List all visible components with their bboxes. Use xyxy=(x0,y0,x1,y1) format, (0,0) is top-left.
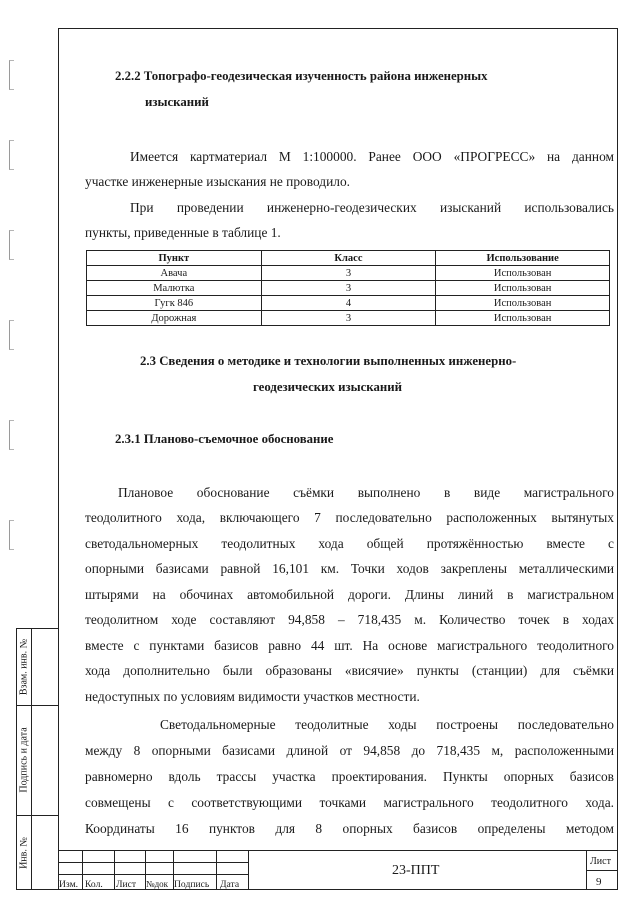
table-row xyxy=(87,266,610,281)
table-cell: Дорожная xyxy=(87,311,262,326)
paragraph-line: Светодальномерные теодолитные ходы построены последовательно xyxy=(160,717,614,732)
paragraph-line: штырями на обочинах автомобильной дороги. Длины линий в магистральном xyxy=(85,587,614,602)
binding-mark xyxy=(9,420,14,450)
side-label-inv-number: Инв. № xyxy=(18,837,30,869)
paragraph-line: Координаты 16 пунктов для 8 опорных базисов определены методом xyxy=(85,821,614,836)
binding-mark xyxy=(9,320,14,350)
table-row xyxy=(87,311,610,326)
section-231-heading: 2.3.1 Планово-съемочное обоснование xyxy=(115,432,334,446)
table-cell: Использован xyxy=(436,311,610,326)
paragraph-line: недоступных по условиям видимости участков местности. xyxy=(85,689,420,704)
table-header: Использование xyxy=(436,251,610,266)
side-label-replaced-inv: Взам. инв. № xyxy=(18,638,30,696)
table-header: Пункт xyxy=(87,251,262,266)
table-cell: Малютка xyxy=(87,281,262,296)
section-222-heading-line2: изысканий xyxy=(145,95,209,109)
section-222-heading-line1: 2.2.2 Топографо-геодезическая изученность района инженерных xyxy=(115,69,488,83)
paragraph-line: теодолитного хода, включающего 7 последовательно расположенных вытянутых xyxy=(85,510,614,525)
document-code: 23-ППТ xyxy=(392,863,440,878)
para1-line1: Имеется картматериал М 1:100000. Ранее ООО «ПРОГРЕСС» на данном xyxy=(130,149,614,164)
binding-mark xyxy=(9,230,14,260)
table-cell: Использован xyxy=(436,281,610,296)
table-cell: 3 xyxy=(261,266,436,281)
table-cell: 4 xyxy=(261,296,436,311)
title-col-change: Изм. xyxy=(59,879,79,890)
title-block xyxy=(58,850,618,890)
paragraph-line: вместе с пунктами базисов равно 44 шт. На основе магистрального теодолитного xyxy=(85,638,614,653)
paragraph-line: светодальномерных теодолитных хода общей протяжённостью вместе с xyxy=(85,536,614,551)
side-label-signature-date: Подпись и дата xyxy=(18,727,30,793)
points-table xyxy=(86,250,610,326)
binding-mark xyxy=(9,60,14,90)
table-cell: Авача xyxy=(87,266,262,281)
paragraph-line: хода дополнительно были образованы «висячие» пункты (станции) для съёмки xyxy=(85,663,614,678)
section-23-heading-line1: 2.3 Сведения о методике и технологии выполненных инженерно- xyxy=(140,354,517,368)
title-col-qty: Кол. xyxy=(85,879,103,890)
title-col-docnum: №док xyxy=(146,879,169,889)
table-cell: Гугк 846 xyxy=(87,296,262,311)
table-header: Класс xyxy=(261,251,436,266)
paragraph-line: равномерно вдоль трассы участка проектирования. Пункты опорных базисов xyxy=(85,769,614,784)
sheet-number: 9 xyxy=(596,876,602,888)
para1-line2: участке инженерные изыскания не проводило. xyxy=(85,174,350,189)
paragraph-line: опорными базисами равной 16,101 км. Точки ходов закреплены металлическими xyxy=(85,561,614,576)
table-cell: Использован xyxy=(436,266,610,281)
table-row xyxy=(87,281,610,296)
paragraph-line: между 8 опорными базисами длиной от 94,858 до 718,435 м, расположенными xyxy=(85,743,614,758)
paragraph-line: совмещены с соответствующими точками магистрального теодолитного хода. xyxy=(85,795,614,810)
table-cell: 3 xyxy=(261,311,436,326)
sheet-label: Лист xyxy=(590,856,611,867)
title-col-signature: Подпись xyxy=(174,879,210,890)
title-col-date: Дата xyxy=(220,879,240,890)
para2-line1: При проведении инженерно-геодезических изысканий использовались xyxy=(130,200,614,215)
table-header-row xyxy=(87,251,610,266)
table-row xyxy=(87,296,610,311)
paragraph-line: теодолитном ходе составляют 94,858 – 718,435 м. Количество точек в ходах xyxy=(85,612,614,627)
title-col-sheet: Лист xyxy=(116,879,137,890)
para2-line2: пункты, приведенные в таблице 1. xyxy=(85,225,281,240)
binding-mark xyxy=(9,140,14,170)
table-cell: 3 xyxy=(261,281,436,296)
side-stamp xyxy=(16,628,58,890)
table-cell: Использован xyxy=(436,296,610,311)
paragraph-line: Плановое обоснование съёмки выполнено в виде магистрального xyxy=(118,485,614,500)
binding-mark xyxy=(9,520,14,550)
section-23-heading-line2: геодезических изысканий xyxy=(253,380,402,394)
